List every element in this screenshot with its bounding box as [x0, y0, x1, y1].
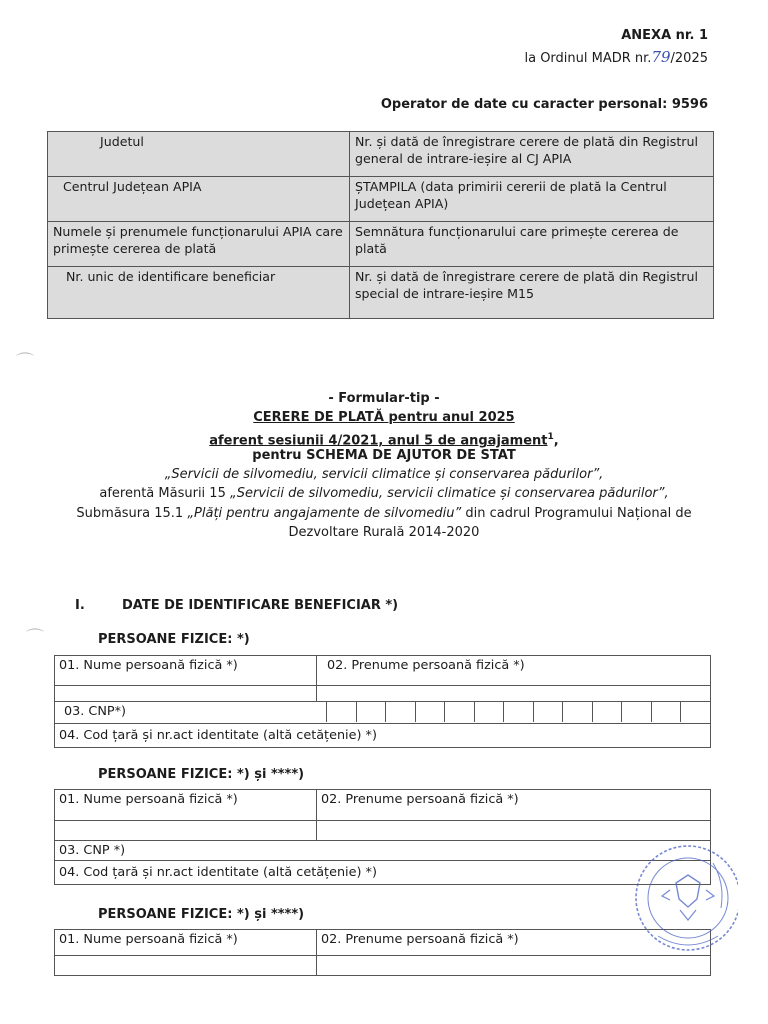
- table-row: [48, 132, 714, 177]
- id-document-label[interactable]: 04. Cod țară și nr.act identitate (altă cetățenie) *): [55, 861, 711, 885]
- measure-prefix: aferentă Măsurii 15: [99, 486, 230, 501]
- table-row: [48, 177, 714, 222]
- natural-persons-heading: PERSOANE FIZICE: *): [98, 632, 250, 647]
- footnote-ref: 1: [547, 432, 554, 442]
- scheme-line: [0, 447, 768, 466]
- natural-persons-heading-3: PERSOANE FIZICE: *) și ****): [98, 907, 305, 922]
- last-name-field[interactable]: [55, 686, 317, 702]
- table-row: [55, 956, 711, 976]
- table-row: [55, 790, 711, 821]
- last-name-field[interactable]: [55, 821, 317, 841]
- table-row: [48, 267, 714, 319]
- county-cell: Judetul: [48, 132, 350, 177]
- last-name-label: 01. Nume persoană fizică *): [55, 930, 317, 956]
- data-operator: Operator de date cu caracter personal: 9596: [380, 97, 708, 112]
- official-stamp-icon: [618, 838, 738, 958]
- table-row: [55, 841, 711, 861]
- table-row: [48, 222, 714, 267]
- id-document-label[interactable]: 04. Cod țară și nr.act identitate (altă cetățenie) *): [55, 724, 711, 748]
- scheme-text: pentru SCHEMA DE AJUTOR DE STAT: [252, 448, 516, 463]
- order-prefix: la Ordinul MADR nr.: [524, 51, 652, 66]
- stamp-cell: ȘTAMPILA (data primirii cererii de plată la Centrul Județean APIA): [350, 177, 714, 222]
- cnp-row: [55, 702, 711, 724]
- table-row: [55, 861, 711, 885]
- table-row: [55, 686, 711, 702]
- form-type: - Formular-tip -: [328, 391, 440, 406]
- session-text: aferent sesiunii 4/2021, anul 5 de angajament: [209, 433, 548, 449]
- person-table: [54, 789, 711, 885]
- margin-mark: ⌒: [16, 352, 34, 373]
- margin-mark: ⌒: [26, 628, 44, 649]
- program-end: Dezvoltare Rurală 2014-2020: [288, 525, 480, 540]
- special-register-cell: Nr. și dată de înregistrare cerere de plată din Registrul special de intrare-ieșire M15: [350, 267, 714, 319]
- order-reference: [524, 48, 708, 66]
- last-name-field[interactable]: [55, 956, 317, 976]
- section-title: DATE DE IDENTIFICARE BENEFICIAR *): [122, 598, 399, 613]
- measure-line: [0, 485, 768, 504]
- natural-persons-heading-2: PERSOANE FIZICE: *) și ****): [98, 767, 305, 782]
- person-table: [54, 929, 711, 976]
- table-row: [55, 724, 711, 748]
- first-name-field[interactable]: [317, 686, 711, 702]
- table-row: [55, 930, 711, 956]
- last-name-label: 01. Nume persoană fizică *): [55, 656, 317, 686]
- cnp-label[interactable]: 03. CNP *): [55, 841, 711, 861]
- table-row: [55, 656, 711, 686]
- cnp-boxes[interactable]: [326, 702, 710, 723]
- first-name-label: 02. Prenume persoană fizică *): [317, 930, 711, 956]
- beneficiary-id-cell: Nr. unic de identificare beneficiar: [48, 267, 350, 319]
- scheme-name: „Servicii de silvomediu, servicii climatice și conservarea pădurilor”,: [164, 467, 604, 482]
- county-center-cell: Centrul Județean APIA: [48, 177, 350, 222]
- annex-title: ANEXA nr. 1: [621, 28, 708, 43]
- session-comma: ,: [553, 433, 559, 449]
- submeasure-name: „Plăți pentru angajamente de silvomediu”: [187, 506, 462, 521]
- request-title-text: CERERE DE PLATĂ pentru anul 2025: [253, 410, 515, 425]
- person-table: [54, 655, 711, 748]
- registration-table: [47, 131, 714, 319]
- submeasure-prefix: Submăsura 15.1: [76, 506, 188, 521]
- table-row: [55, 702, 711, 724]
- submeasure-suffix: din cadrul Programului Național de: [461, 506, 692, 521]
- first-name-label: 02. Prenume persoană fizică *): [317, 656, 711, 686]
- officer-signature-cell: Semnătura funcționarului care primește cererea de plată: [350, 222, 714, 267]
- first-name-field[interactable]: [317, 956, 711, 976]
- cnp-label: 03. CNP*): [64, 704, 127, 719]
- general-register-cell: Nr. și dată de înregistrare cerere de plată din Registrul general de intrare-ieșire al CJ APIA: [350, 132, 714, 177]
- order-suffix: /2025: [670, 51, 708, 66]
- first-name-label: 02. Prenume persoană fizică *): [317, 790, 711, 821]
- officer-name-cell: Numele și prenumele funcționarului APIA care primește cererea de plată: [48, 222, 350, 267]
- last-name-label: 01. Nume persoană fizică *): [55, 790, 317, 821]
- order-number-handwritten: 79: [651, 48, 671, 66]
- request-title: [0, 409, 768, 428]
- section-number: I.: [75, 598, 85, 613]
- submeasure-line: [0, 505, 768, 524]
- measure-name: „Servicii de silvomediu, servicii climatice și conservarea pădurilor”,: [229, 486, 669, 501]
- table-row: [55, 821, 711, 841]
